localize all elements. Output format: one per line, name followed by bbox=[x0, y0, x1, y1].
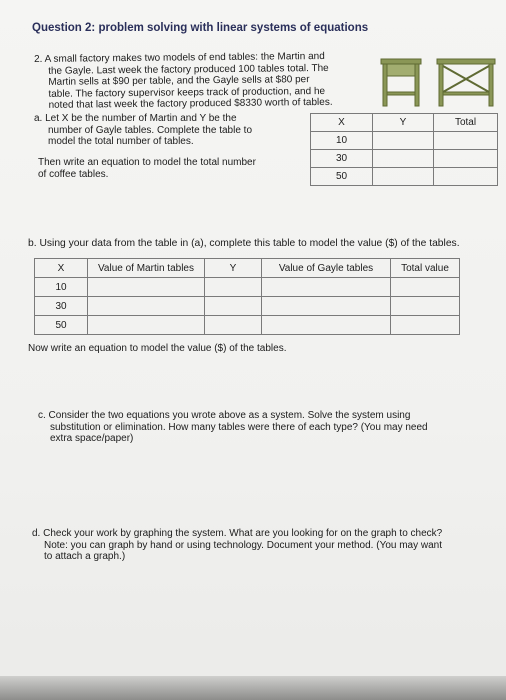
part-c-line: extra space/paper) bbox=[50, 433, 134, 445]
cell-total-value[interactable] bbox=[391, 278, 460, 297]
cell-gayle-value[interactable] bbox=[262, 278, 391, 297]
cell-x: 30 bbox=[311, 150, 373, 168]
cell-total[interactable] bbox=[434, 168, 498, 186]
problem-line: noted that last week the factory produced $8330 worth of tables. bbox=[48, 97, 333, 112]
part-c-line: substitution or elimination. How many tables were there of each type? (You may need bbox=[50, 421, 428, 433]
part-d-line: to attach a graph.) bbox=[44, 551, 126, 563]
cell-x: 50 bbox=[35, 316, 88, 335]
table-header-row bbox=[35, 259, 460, 278]
part-d-prompt bbox=[32, 528, 497, 563]
header-martin-value: Value of Martin tables bbox=[88, 259, 205, 278]
cell-x: 10 bbox=[311, 132, 373, 150]
part-a-line: a. Let X be the number of Martin and Y be the bbox=[34, 113, 237, 124]
table-row bbox=[35, 316, 460, 335]
cell-y[interactable] bbox=[373, 132, 434, 150]
part-a-then bbox=[38, 157, 298, 180]
cell-total-value[interactable] bbox=[391, 297, 460, 316]
cell-total-value[interactable] bbox=[391, 316, 460, 335]
part-b-table bbox=[34, 258, 460, 335]
cell-total[interactable] bbox=[434, 132, 498, 150]
part-d-line: Note: you can graph by hand or using technology. Document your method. (You may want bbox=[44, 539, 443, 551]
problem-line: Martin sells at $90 per table, and the Gayle sells at $80 per bbox=[48, 74, 310, 89]
header-total: Total bbox=[434, 114, 498, 132]
header-y: Y bbox=[373, 114, 434, 132]
header-x: X bbox=[311, 114, 373, 132]
cell-x: 30 bbox=[35, 297, 88, 316]
table-row bbox=[311, 150, 498, 168]
part-a-then-line: Then write an equation to model the total number bbox=[38, 157, 256, 168]
part-a-prompt bbox=[34, 113, 294, 148]
part-b-prompt: b. Using your data from the table in (a), complete this table to model the value ($) of the tables. bbox=[28, 238, 460, 249]
cell-martin-value[interactable] bbox=[88, 297, 205, 316]
problem-statement bbox=[34, 50, 370, 111]
cell-y[interactable] bbox=[373, 150, 434, 168]
table-header-row bbox=[311, 114, 498, 132]
table-row bbox=[311, 168, 498, 186]
cell-gayle-value[interactable] bbox=[262, 297, 391, 316]
part-a-line: number of Gayle tables. Complete the table to bbox=[48, 124, 253, 136]
table-row bbox=[35, 278, 460, 297]
part-a-then-line: of coffee tables. bbox=[38, 168, 109, 180]
header-total-value: Total value bbox=[391, 259, 460, 278]
bottom-shadow bbox=[0, 676, 506, 700]
cell-y[interactable] bbox=[205, 297, 262, 316]
end-table-illustration-1 bbox=[375, 56, 500, 108]
table-row bbox=[35, 297, 460, 316]
part-a-table bbox=[310, 113, 498, 186]
table-row bbox=[311, 132, 498, 150]
header-gayle-value: Value of Gayle tables bbox=[262, 259, 391, 278]
problem-line: table. The factory supervisor keeps track of production, and he bbox=[48, 85, 326, 100]
header-y: Y bbox=[205, 259, 262, 278]
cell-total[interactable] bbox=[434, 150, 498, 168]
part-d-line: d. Check your work by graphing the system. What are you looking for on the graph to check? bbox=[32, 528, 443, 539]
cell-gayle-value[interactable] bbox=[262, 316, 391, 335]
cell-y[interactable] bbox=[205, 316, 262, 335]
cell-martin-value[interactable] bbox=[88, 316, 205, 335]
cell-y[interactable] bbox=[205, 278, 262, 297]
cell-y[interactable] bbox=[373, 168, 434, 186]
problem-line: the Gayle. Last week the factory produced 100 tables total. The bbox=[48, 62, 329, 77]
header-x: X bbox=[35, 259, 88, 278]
part-c-prompt bbox=[38, 410, 488, 445]
cell-x: 10 bbox=[35, 278, 88, 297]
part-c-line: c. Consider the two equations you wrote above as a system. Solve the system using bbox=[38, 410, 411, 421]
problem-line: 2. A small factory makes two models of end tables: the Martin and bbox=[34, 50, 325, 65]
cell-martin-value[interactable] bbox=[88, 278, 205, 297]
cell-x: 50 bbox=[311, 168, 373, 186]
part-b-instruction: Now write an equation to model the value ($) of the tables. bbox=[28, 343, 287, 354]
page-title: Question 2: problem solving with linear systems of equations bbox=[32, 22, 369, 34]
end-table-illustration-2 bbox=[437, 59, 495, 106]
part-a-line: model the total number of tables. bbox=[48, 136, 194, 148]
